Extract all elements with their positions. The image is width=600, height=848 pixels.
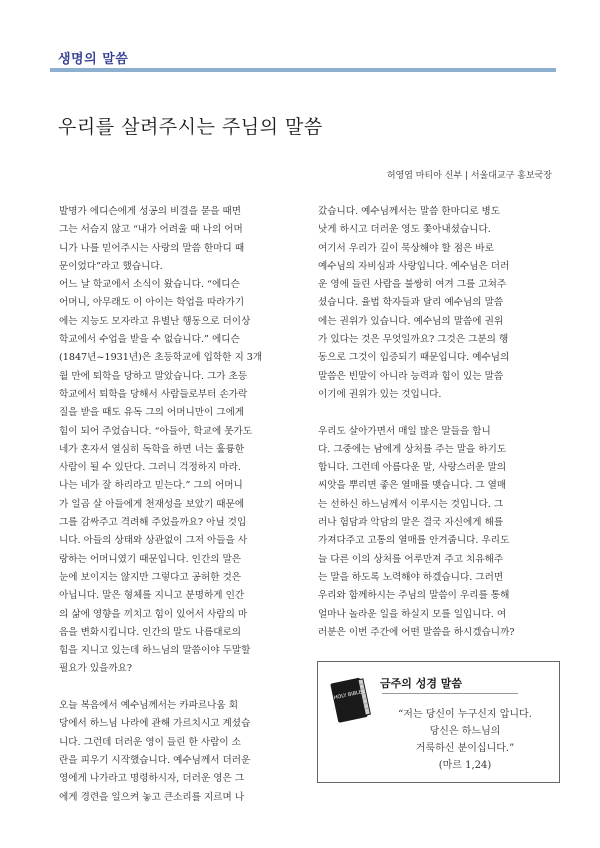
- text-line: 얼마나 놀라운 일을 하실지 모를 일입니다. 여: [318, 608, 507, 620]
- text-line: 다. 그중에는 남에게 상처를 주는 말을 하기도: [318, 443, 507, 455]
- article-title: 우리를 살려주시는 주님의 말씀: [58, 116, 323, 138]
- verse-box-title: 금주의 성경 말씀: [380, 677, 463, 690]
- text-line: 니다. 그런데 더러운 영이 들린 한 사람이 소: [59, 736, 241, 748]
- left-column: [59, 203, 295, 807]
- text-line: 우리도 살아가면서 매일 많은 말들을 합니: [318, 425, 491, 437]
- text-line: 우리와 함께하시는 주님의 말씀이 우리를 통해: [318, 590, 510, 602]
- text-line: 란을 피우기 시작했습니다. 예수님께서 더러운: [59, 754, 251, 766]
- weekly-verse-box: [317, 661, 560, 783]
- text-line: 나는 네가 잘 하리라고 믿는다.” 그의 어머니: [59, 480, 243, 492]
- text-line: 운 영에 들린 사람을 불쌍히 여겨 그를 고쳐주: [318, 279, 507, 291]
- author-byline: 허영엽 마티아 신부 | 서울대교구 홍보국장: [386, 171, 552, 181]
- text-line: 씨앗을 뿌리면 좋은 열매를 맺습니다. 그 열매: [318, 480, 507, 492]
- text-line: 러나 험담과 악담의 말은 결국 자신에게 해를: [318, 517, 504, 529]
- verse-line: 당신은 하느님의: [429, 726, 501, 737]
- text-line: 여기서 우리가 깊이 묵상해야 할 점은 바로: [318, 242, 494, 254]
- text-line: 학교에서 퇴학을 당해서 사람들로부터 손가락: [59, 388, 248, 400]
- text-line: 랑하는 어머니였기 때문입니다. 인간의 말은: [59, 553, 242, 565]
- text-line: 늘 다른 이의 상처를 어루만져 주고 치유해주: [318, 553, 504, 565]
- text-line: 갔습니다. 예수님께서는 말씀 한마디로 병도: [318, 206, 501, 217]
- text-line: 영에게 나가라고 명령하시자, 더러운 영은 그: [59, 773, 245, 785]
- text-line: 이기에 권위가 있는 것입니다.: [318, 388, 442, 400]
- text-line: 셨습니다. 율법 학자들과 달리 예수님의 말씀: [318, 297, 504, 309]
- text-line: 는 선하신 하느님께서 이루시는 것입니다. 그: [318, 498, 504, 510]
- verse-citation: (마르 1,24): [438, 760, 492, 771]
- verse-line: 거룩하신 분이십니다.”: [415, 743, 515, 754]
- text-line: (1847년~1931년)은 초등학교에 입학한 지 3개: [59, 352, 263, 364]
- text-line: 가져다주고 고통의 열매를 안겨줍니다. 우리도: [318, 535, 510, 547]
- text-line: 에는 권위가 있습니다. 예수님의 말씀에 권위: [318, 315, 504, 327]
- text-line: 학교에서 수업을 받을 수 없습니다.” 에디슨: [59, 334, 240, 346]
- text-line: 월 만에 퇴학을 당하고 말았습니다. 그가 초등: [59, 370, 248, 382]
- section-label: 생명의 말씀: [58, 52, 129, 67]
- text-line: 러분은 이번 주간에 어떤 말씀을 하시겠습니까?: [318, 626, 515, 638]
- text-line: 그는 서슴지 않고 “내가 어려울 때 나의 어머: [59, 224, 243, 236]
- paragraph-2: [59, 697, 295, 807]
- text-line: 필요가 있을까요?: [59, 663, 133, 675]
- text-line: 힘을 지니고 있는데 하느님의 말씀이야 두말할: [59, 645, 251, 657]
- text-line: 발명가 에디슨에게 성공의 비결을 묻을 때면: [59, 206, 242, 217]
- text-line: 음을 변화시킵니다. 인간의 말도 나름대로의: [59, 626, 242, 638]
- right-column: [318, 203, 558, 642]
- text-line: 가 있다는 것은 무엇일까요? 그것은 그분의 행: [318, 334, 509, 346]
- text-line: 어느 날 학교에서 소식이 왔습니다. “에디슨: [59, 279, 240, 291]
- text-line: 사람이 될 수 있단다. 그러니 걱정하지 마라.: [59, 462, 241, 474]
- verse-line: “저는 당신이 누구신지 압니다.: [398, 709, 532, 720]
- text-line: 문이었다”라고 했습니다.: [59, 260, 163, 272]
- text-line: 니다. 아들의 상태와 상관없이 그저 아들을 사: [59, 535, 248, 547]
- paragraph-3: [318, 203, 558, 404]
- text-line: 힘이 되어 주었습니다. “아들아, 학교에 못가도: [59, 425, 253, 437]
- text-line: 합니다. 그런데 아름다운 말, 사랑스러운 말의: [318, 462, 507, 474]
- text-line: 당에서 하느님 나라에 관해 가르치시고 계셨습: [59, 718, 251, 730]
- text-line: 그를 감싸주고 격려해 주었을까요? 아닐 것입: [59, 517, 247, 529]
- text-line: 에게 경련을 일으켜 놓고 큰소리를 지르며 나: [59, 791, 245, 803]
- text-line: 낫게 하시고 더러운 영도 쫓아내셨습니다.: [318, 224, 491, 236]
- verse-box-divider: [382, 693, 518, 694]
- text-line: 네가 혼자서 열심히 독학을 하면 너는 훌륭한: [59, 443, 245, 455]
- text-line: 어머니, 아무래도 이 아이는 학업을 따라가기: [59, 297, 245, 309]
- text-line: 말씀은 빈말이 아니라 능력과 힘이 있는 말씀: [318, 370, 504, 382]
- text-line: 오늘 복음에서 예수님께서는 카파르나움 회: [59, 700, 239, 712]
- text-line: 니가 나를 믿어주시는 사랑의 말씀 한마디 때: [59, 242, 245, 254]
- paragraph-1: [59, 203, 295, 679]
- text-line: 의 삶에 영향을 끼치고 힘이 있어서 사람의 마: [59, 608, 248, 620]
- verse-quote: [380, 706, 550, 774]
- text-line: 질을 받을 때도 유독 그의 어머니만이 그에게: [59, 407, 245, 419]
- text-line: 동으로 그것이 입증되기 때문입니다. 예수님의: [318, 352, 510, 364]
- text-line: 에는 지능도 모자라고 유별난 행동으로 더이상: [59, 315, 251, 327]
- text-line: 예수님의 자비심과 사랑입니다. 예수님은 더러: [318, 260, 510, 272]
- text-line: 아닙니다. 말은 형체를 지니고 분명하게 인간: [59, 590, 245, 602]
- paragraph-4: [318, 423, 558, 643]
- header-divider: [50, 68, 556, 72]
- text-line: 눈에 보이지는 않지만 그렇다고 공허한 것은: [59, 571, 242, 583]
- text-line: 는 말을 하도록 노력해야 하겠습니다. 그러면: [318, 571, 504, 583]
- bible-cover-text: HOLY BIBLE: [333, 689, 363, 702]
- text-line: 가 일곱 살 아들에게 천재성을 보았기 때문에: [59, 498, 245, 510]
- bible-icon: [326, 672, 374, 728]
